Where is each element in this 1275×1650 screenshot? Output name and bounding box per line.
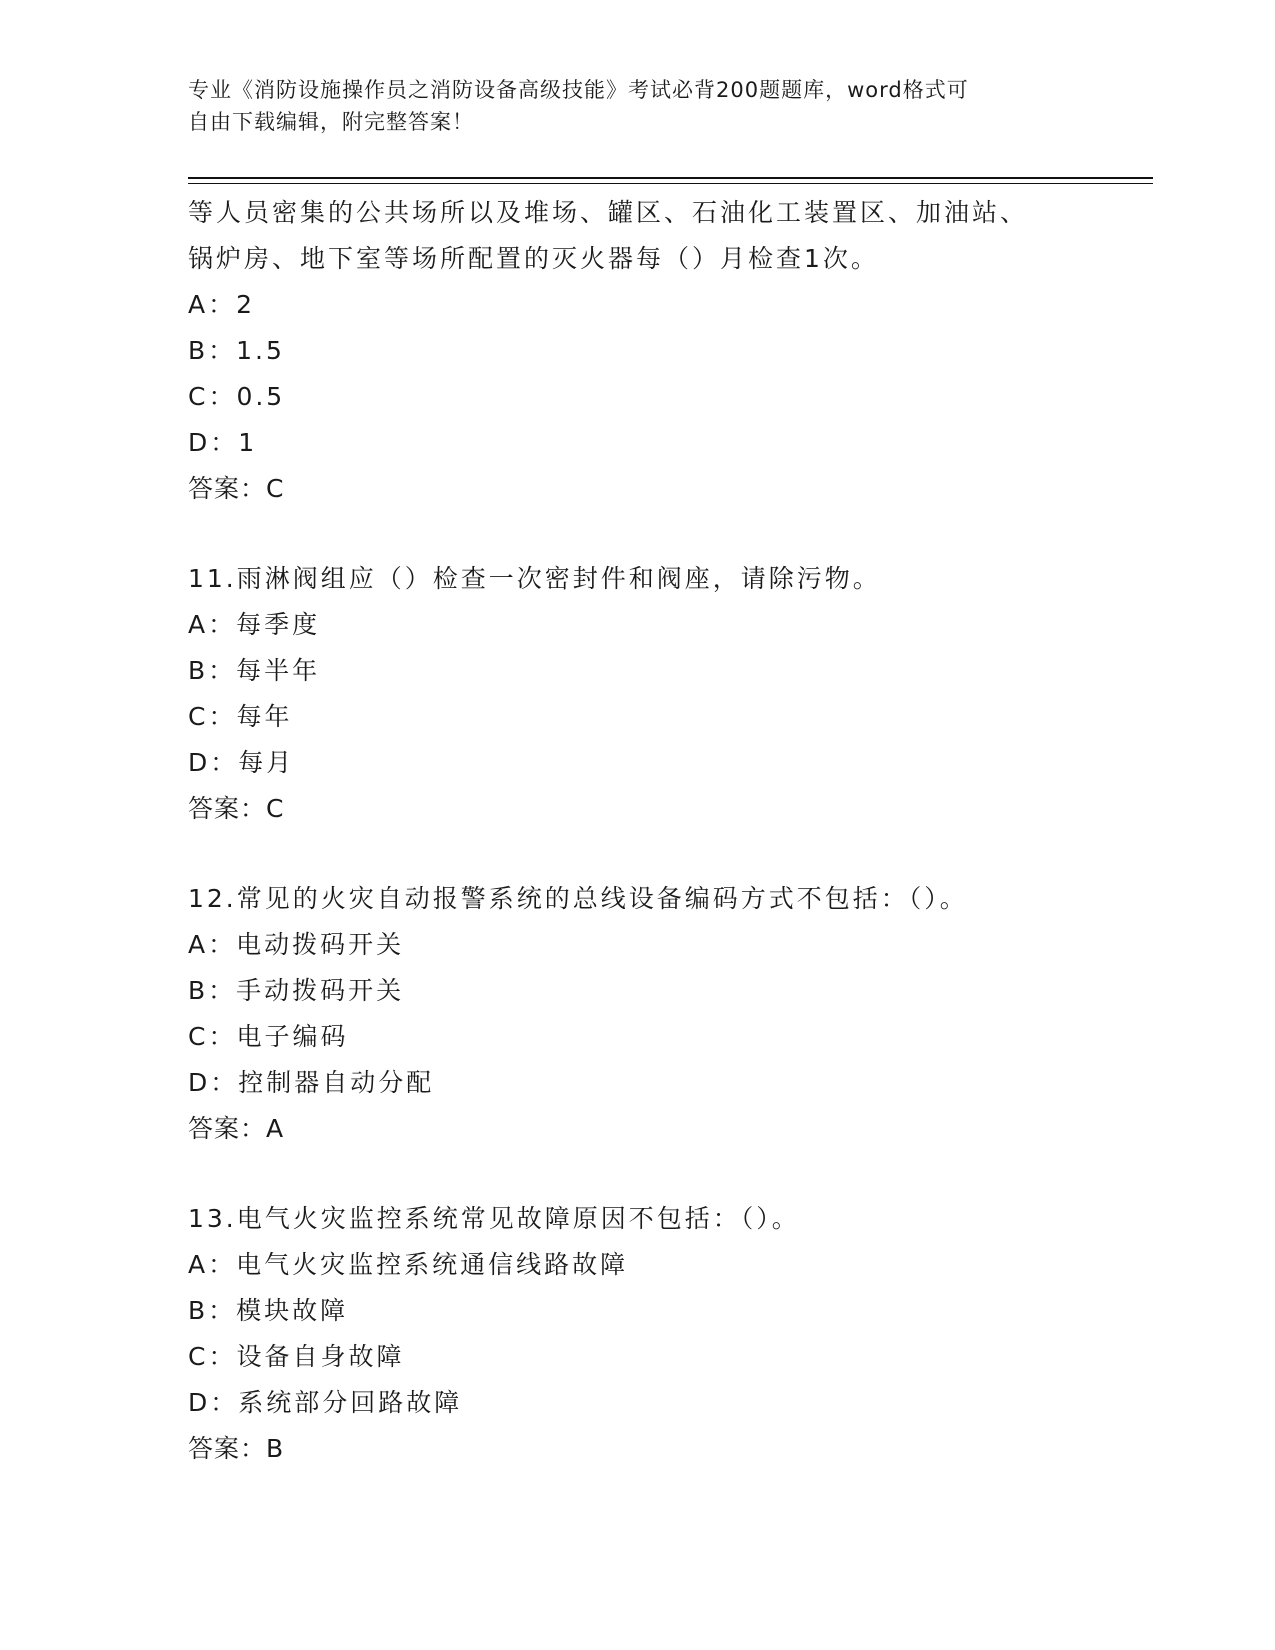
header-divider-thick	[188, 177, 1153, 179]
answer-line: 答案：C	[188, 794, 285, 823]
option-c: C：设备自身故障	[188, 1342, 405, 1371]
question-list	[188, 190, 1068, 1472]
question-11	[188, 556, 1068, 832]
option-c: C：0.5	[188, 382, 286, 411]
option-a: A：2	[188, 290, 256, 319]
answer-line: 答案：A	[188, 1114, 285, 1143]
question-12	[188, 876, 1068, 1152]
spacer	[188, 1152, 1068, 1196]
option-d: D：系统部分回路故障	[188, 1388, 463, 1417]
header-divider-thin	[188, 183, 1153, 184]
question-10	[188, 190, 1068, 512]
answer-line: 答案：C	[188, 474, 285, 503]
option-a: A：电动拨码开关	[188, 930, 405, 959]
option-b: B：每半年	[188, 656, 321, 685]
option-c: C：每年	[188, 702, 293, 731]
option-a: A：电气火灾监控系统通信线路故障	[188, 1250, 629, 1279]
question-13	[188, 1196, 1068, 1472]
option-b: B：手动拨码开关	[188, 976, 405, 1005]
header-line-2: 自由下载编辑，附完整答案！	[188, 110, 474, 134]
option-d: D：每月	[188, 748, 295, 777]
spacer	[188, 512, 1068, 556]
option-c: C：电子编码	[188, 1022, 349, 1051]
option-a: A：每季度	[188, 610, 321, 639]
option-b: B：1.5	[188, 336, 285, 365]
question-stem-line: 等人员密集的公共场所以及堆场、罐区、石油化工装置区、加油站、	[188, 198, 1029, 227]
question-stem-line: 锅炉房、地下室等场所配置的灭火器每（）月检查1次。	[188, 244, 879, 273]
header-line-1: 专业《消防设施操作员之消防设备高级技能》考试必背200题题库，word格式可	[188, 78, 969, 102]
document-header	[188, 74, 1068, 138]
question-stem-line: 12.常见的火灾自动报警系统的总线设备编码方式不包括：（）。	[188, 884, 968, 913]
question-stem-line: 11.雨淋阀组应（）检查一次密封件和阀座，请除污物。	[188, 564, 881, 593]
question-stem-line: 13.电气火灾监控系统常见故障原因不包括：（）。	[188, 1204, 800, 1233]
spacer	[188, 832, 1068, 876]
option-d: D：1	[188, 428, 258, 457]
option-d: D：控制器自动分配	[188, 1068, 435, 1097]
answer-line: 答案：B	[188, 1434, 285, 1463]
option-b: B：模块故障	[188, 1296, 349, 1325]
